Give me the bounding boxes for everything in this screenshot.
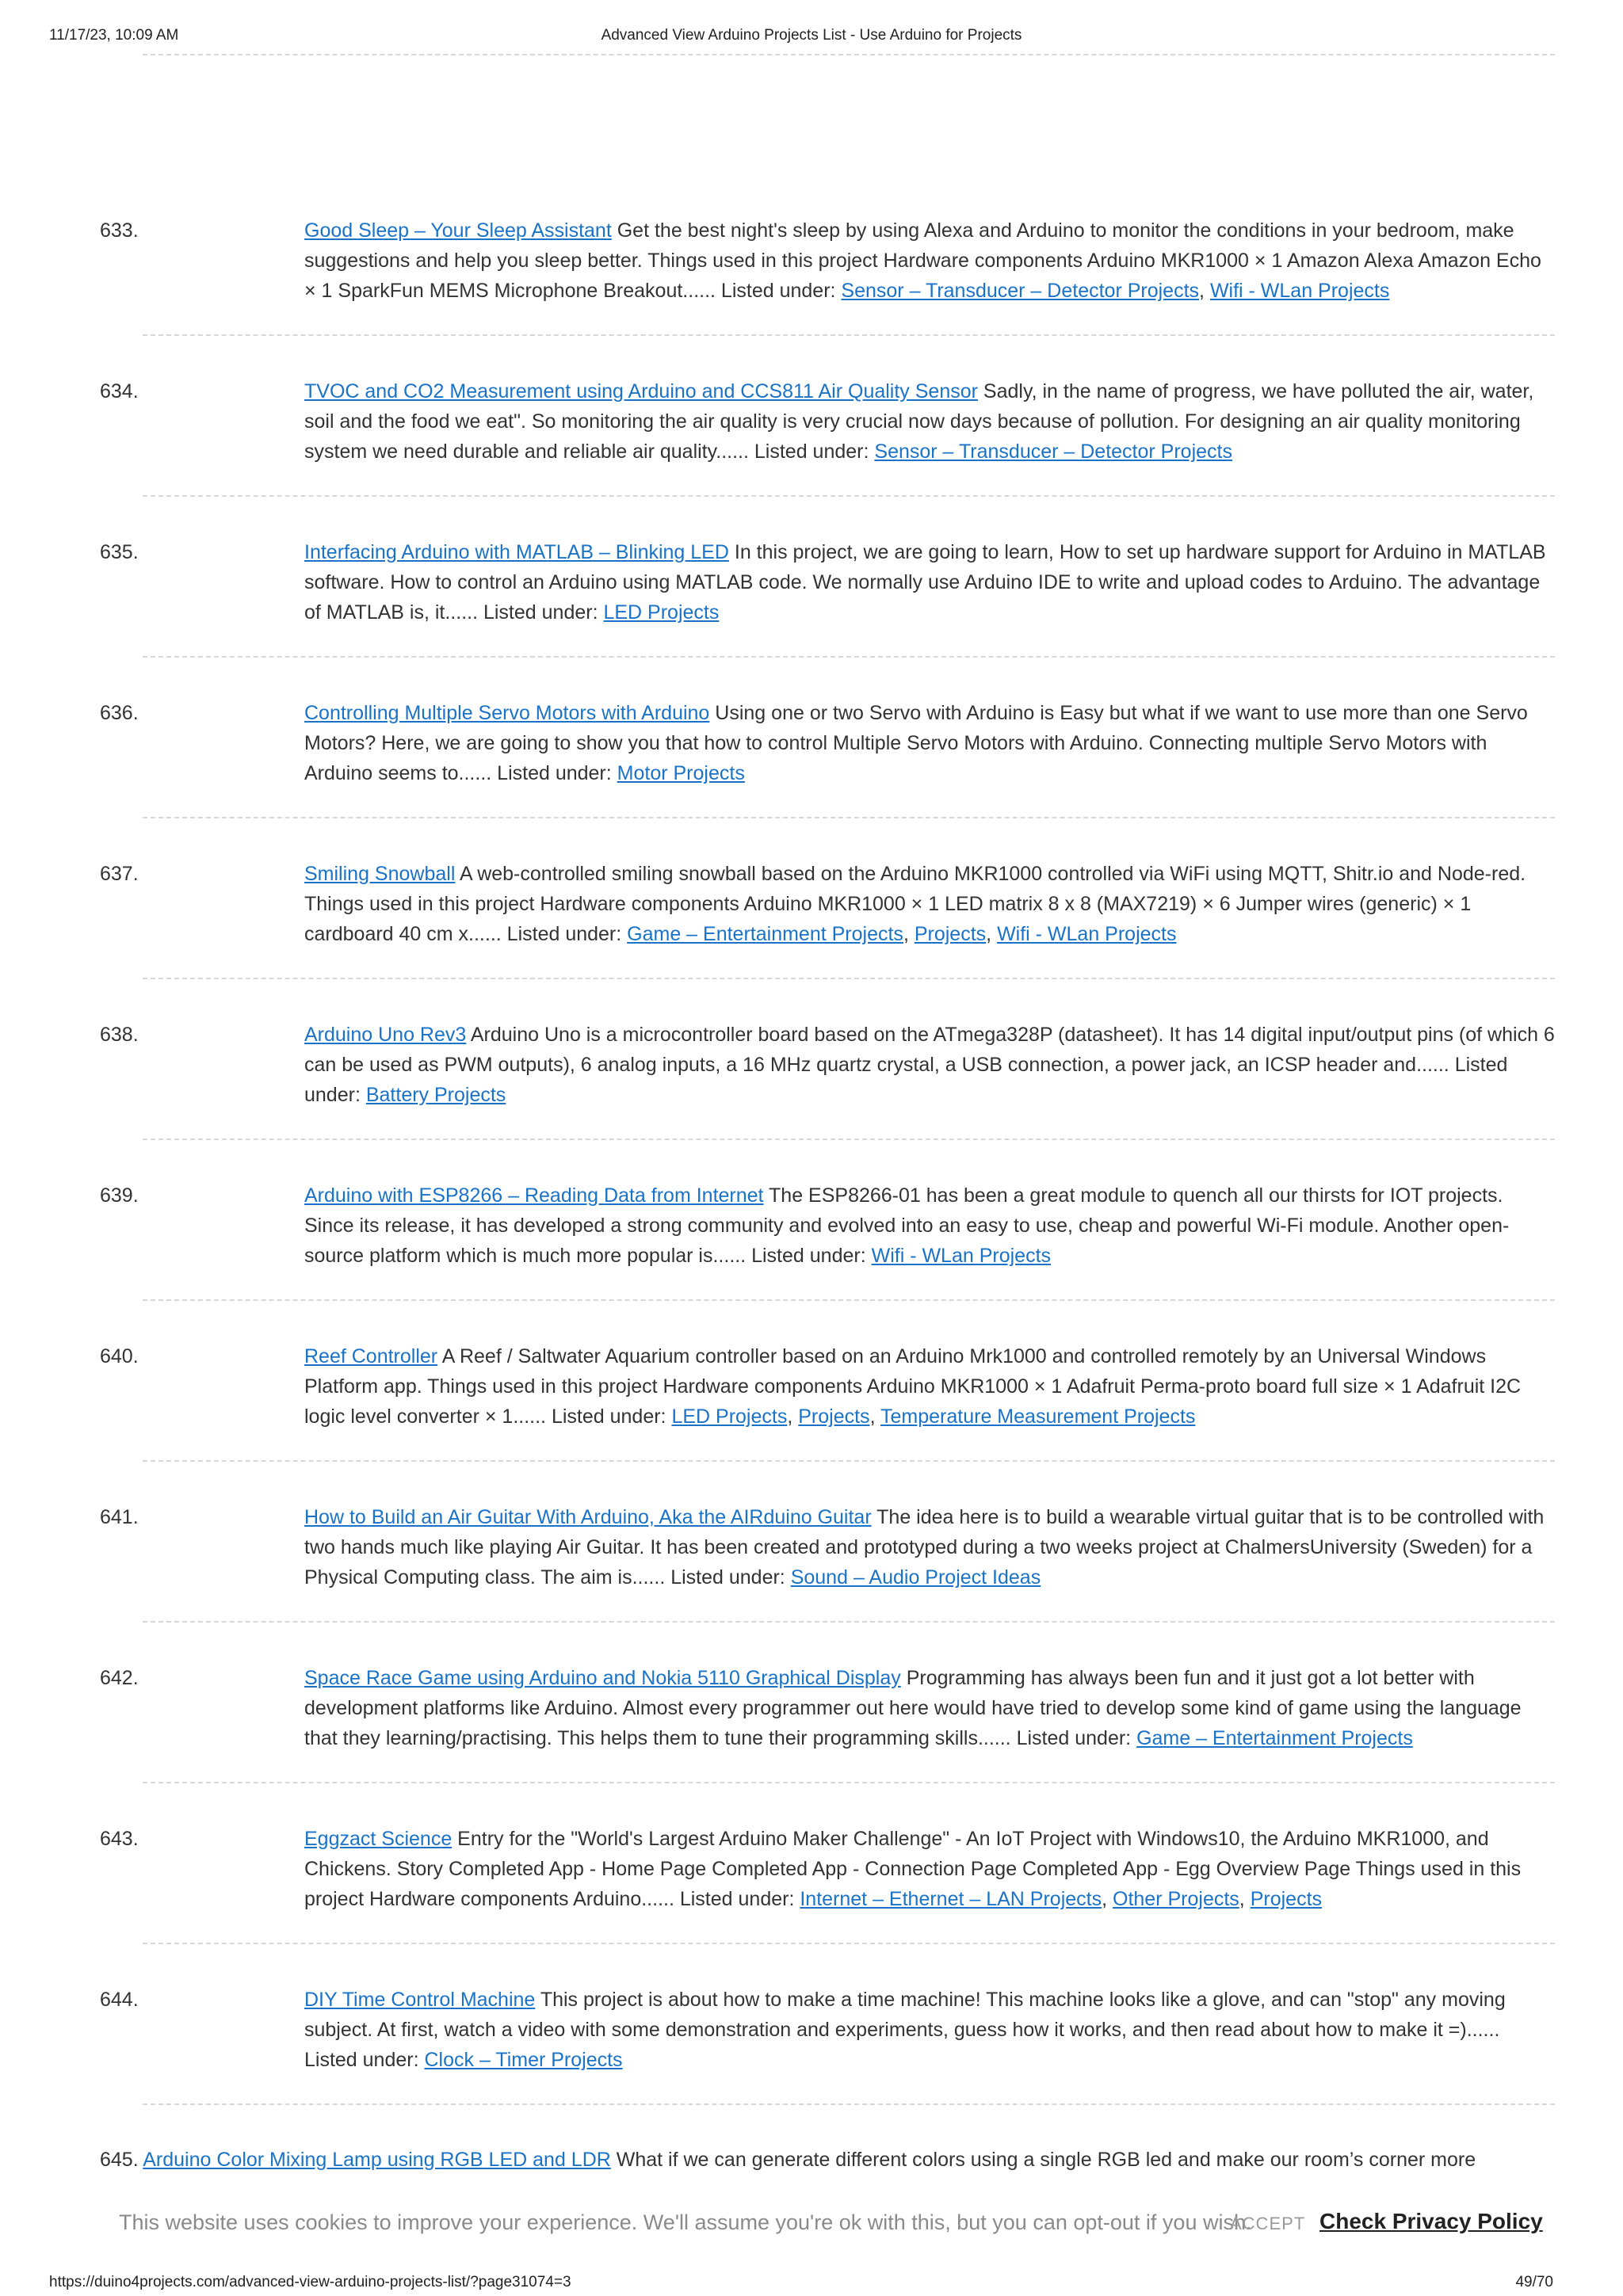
entry-number: 635. [100, 541, 139, 563]
entry-divider [143, 1138, 1555, 1140]
entry-title-link[interactable]: Good Sleep – Your Sleep Assistant [304, 219, 612, 242]
entry-divider [143, 1460, 1555, 1462]
category-link[interactable]: Internet – Ethernet – LAN Projects [800, 1888, 1102, 1910]
cookie-consent-bar [0, 2204, 1623, 2244]
page-number: 49/70 [1515, 2274, 1553, 2290]
entry-body [304, 537, 1556, 627]
category-link[interactable]: Projects [1250, 1888, 1323, 1910]
entry-description: This project is about how to make a time machine! This machine looks like a glove, and can "stop" any moving subject. At first, watch a video with some demonstration and experiments, guess how it works, and then read about how to make it =)...... Listed under: [304, 1989, 1506, 2071]
project-entry [0, 696, 1623, 857]
category-link[interactable]: Wifi - WLan Projects [997, 923, 1177, 945]
category-link[interactable]: Clock – Timer Projects [424, 2049, 623, 2071]
entry-number: 637. [100, 863, 139, 885]
entry-description: The ESP8266-01 has been a great module to quench all our thirsts for IOT projects. Since its release, it has developed a strong community and evolved into an easy to use, cheap and powerful Wi-Fi module. Another open-source platform which is much more popular is...... Listed under: [304, 1184, 1510, 1267]
entry-description: Arduino Uno is a microcontroller board based on the ATmega328P (datasheet). It has 14 digital input/output pins (of which 6 can be used as PWM outputs), 6 analog inputs, a 16 MHz quartz crystal, a USB connection, a power jack, an ICSP header and...... Listed under: [304, 1024, 1555, 1106]
entry-title-link[interactable]: Controlling Multiple Servo Motors with Arduino [304, 702, 710, 724]
project-entry [0, 214, 1623, 375]
entry-description: In this project, we are going to learn, How to set up hardware support for Arduino in MATLAB software. How to control an Arduino using MATLAB code. We normally use Arduino IDE to write and upload codes to Arduino. The advantage of MATLAB is, it...... Listed under: [304, 541, 1546, 624]
project-entry [0, 1661, 1623, 1822]
category-link[interactable]: Wifi - WLan Projects [871, 1245, 1052, 1267]
entry-title-link[interactable]: TVOC and CO2 Measurement using Arduino and CCS811 Air Quality Sensor [304, 380, 978, 402]
entry-body: Reef Controller A Reef / Saltwater Aquarium controller based on an Arduino Mrk1000 and controlled remotely by an Universal Windows Platform app. Things used in this project Hardware components Arduino MKR1000 × 1 Adafruit Perma-proto board full size × 1 Adafruit I2C logic level converter × 1...... Listed under: LED Projects, Projects, Temperature Measurement Projects [304, 1345, 1522, 1428]
entry-number: 640. [100, 1345, 139, 1367]
entry-divider [143, 334, 1555, 336]
entry-title-link[interactable]: How to Build an Air Guitar With Arduino, Aka the AIRduino Guitar [304, 1506, 872, 1528]
category-link[interactable]: Projects [914, 923, 987, 945]
category-link[interactable]: Motor Projects [617, 762, 745, 784]
category-link[interactable]: Battery Projects [365, 1084, 506, 1106]
project-entry [0, 1340, 1623, 1501]
project-entry [0, 1179, 1623, 1340]
entry-title-link[interactable]: Eggzact Science [304, 1828, 453, 1850]
project-entry [0, 1501, 1623, 1661]
print-url: https://duino4projects.com/advanced-view-arduino-projects-list/?page31074=3 [49, 2274, 571, 2290]
entry-divider [143, 656, 1555, 658]
entry-title-link[interactable]: Arduino Uno Rev3 [304, 1024, 467, 1046]
entry-body [304, 698, 1556, 788]
category-link[interactable]: Projects [798, 1405, 870, 1428]
project-entry-partial [100, 2145, 1555, 2176]
top-divider [143, 54, 1555, 55]
entry-divider [143, 1943, 1555, 1944]
entry-description: Sadly, in the name of progress, we have polluted the air, water, soil and the food we eat". So monitoring the air quality is very crucial now days because of pollution. For designing an air quality monitoring system we need durable and reliable air quality...... Listed under: [304, 380, 1534, 463]
entry-body [304, 1663, 1556, 1753]
project-entry [0, 1983, 1623, 2144]
entry-number: 644. [100, 1989, 139, 2011]
entry-description: Get the best night's sleep by using Alexa and Arduino to monitor the conditions in your bedroom, make suggestions and help you sleep better. Things used in this project Hardware components Arduino MKR1000 × 1 Amazon Alexa Amazon Echo × 1 SparkFun MEMS Microphone Breakout...... Listed under: [304, 219, 1541, 302]
project-entry [0, 375, 1623, 536]
project-entry [0, 536, 1623, 696]
entry-description: Programming has always been fun and it just got a lot better with development platforms like Arduino. Almost every programmer out here would have tried to develop some kind of game using the language that they learning/practising. This helps them to tune their programming skills...... Listed under: [304, 1667, 1522, 1749]
print-footer [0, 2274, 1623, 2294]
entry-description: What if we can generate different colors using a single RGB led and make our room’s corner more [616, 2149, 1476, 2171]
entry-number: 642. [100, 1667, 139, 1689]
entry-body: Eggzact Science Entry for the "World's Largest Arduino Maker Challenge" - An IoT Project with Windows10, the Arduino MKR1000, and Chickens. Story Completed App - Home Page Completed App - Connection Page Completed App - Egg Overview Page Things used in this project Hardware components Arduino...... Listed under: Internet – Ethernet – LAN Projects, Other Projects, Projects [304, 1828, 1522, 1910]
print-title: Advanced View Arduino Projects List - Use Arduino for Projects [601, 27, 1022, 44]
entry-divider [143, 1299, 1555, 1301]
cookie-message: This website uses cookies to improve your experience. We'll assume you're ok with this, but you can opt-out if you wish. [119, 2210, 1252, 2234]
entry-number: 638. [100, 1024, 139, 1046]
entry-divider [143, 1621, 1555, 1623]
entry-description: Entry for the "World's Largest Arduino Maker Challenge" - An IoT Project with Windows10, the Arduino MKR1000, and Chickens. Story Completed App - Home Page Completed App - Connection Page Completed App - Egg Overview Page Things used in this project Hardware components Arduino...... Listed under: [304, 1828, 1522, 1910]
entry-divider [143, 817, 1555, 818]
category-link[interactable]: Game – Entertainment Projects [1136, 1727, 1413, 1749]
entry-body [304, 1180, 1556, 1271]
category-link[interactable]: Sound – Audio Project Ideas [790, 1566, 1041, 1589]
entry-title-link[interactable]: Arduino Color Mixing Lamp using RGB LED and LDR [143, 2149, 611, 2171]
entry-title-link[interactable]: Arduino with ESP8266 – Reading Data from Internet [304, 1184, 764, 1207]
entry-number: 643. [100, 1828, 139, 1850]
entry-body [304, 1985, 1556, 2075]
entry-divider [143, 978, 1555, 979]
entry-description: A Reef / Saltwater Aquarium controller based on an Arduino Mrk1000 and controlled remotely by an Universal Windows Platform app. Things used in this project Hardware components Arduino MKR1000 × 1 Adafruit Perma-proto board full size × 1 Adafruit I2C logic level converter × 1...... Listed under: [304, 1345, 1522, 1428]
entry-description: A web-controlled smiling snowball based on the Arduino MKR1000 controlled via WiFi using MQTT, Shitr.io and Node-red. Things used in this project Hardware components Arduino MKR1000 × 1 LED matrix 8 x 8 (MAX7219) × 6 Jumper wires (generic) × 1 cardboard 40 cm x...... Listed under: [304, 863, 1526, 945]
entry-divider [143, 2103, 1555, 2105]
project-entry [0, 1822, 1623, 1983]
entry-number: 636. [100, 702, 139, 724]
entry-body: Good Sleep – Your Sleep Assistant Get the best night's sleep by using Alexa and Arduino to monitor the conditions in your bedroom, make suggestions and help you sleep better. Things used in this project Hardware components Arduino MKR1000 × 1 Amazon Alexa Amazon Echo × 1 SparkFun MEMS Microphone Breakout...... Listed under: Sensor – Transducer – Detector Projects, Wifi - WLan Projects [304, 219, 1541, 302]
entry-number: 641. [100, 1506, 139, 1528]
category-link[interactable]: Wifi - WLan Projects [1209, 280, 1390, 302]
entry-title-link[interactable]: Smiling Snowball [304, 863, 456, 885]
entry-body [304, 376, 1556, 467]
print-date: 11/17/23, 10:09 AM [49, 27, 179, 44]
category-link[interactable]: Temperature Measurement Projects [880, 1405, 1196, 1428]
project-entry [0, 857, 1623, 1018]
entry-number: 634. [100, 380, 139, 402]
entry-number: 633. [100, 219, 139, 242]
privacy-policy-link[interactable]: Check Privacy Policy [1319, 2209, 1543, 2233]
category-link[interactable]: LED Projects [603, 601, 720, 624]
category-link[interactable]: Sensor – Transducer – Detector Projects [841, 280, 1200, 302]
entry-description: Using one or two Servo with Arduino is Easy but what if we want to use more than one Servo Motors? Here, we are going to show you that how to control Multiple Servo Motors with Arduino. Connecting multiple Servo Motors with Arduino seems to...... Listed under: [304, 702, 1528, 784]
category-link[interactable]: Other Projects [1113, 1888, 1239, 1910]
entry-title-link[interactable]: Space Race Game using Arduino and Nokia 5110 Graphical Display [304, 1667, 901, 1689]
entry-body [304, 1502, 1556, 1592]
entry-title-link[interactable]: DIY Time Control Machine [304, 1989, 536, 2011]
project-list [0, 214, 1623, 2144]
category-link[interactable]: LED Projects [671, 1405, 788, 1428]
entry-title-link[interactable]: Interfacing Arduino with MATLAB – Blinking LED [304, 541, 729, 563]
category-link[interactable]: Game – Entertainment Projects [627, 923, 903, 945]
project-entry [0, 1018, 1623, 1179]
print-header [0, 27, 1623, 51]
entry-body: Smiling Snowball A web-controlled smiling snowball based on the Arduino MKR1000 controlled via WiFi using MQTT, Shitr.io and Node-red. Things used in this project Hardware components Arduino MKR1000 × 1 LED matrix 8 x 8 (MAX7219) × 6 Jumper wires (generic) × 1 cardboard 40 cm x...... Listed under: Game – Entertainment Projects, Projects, Wifi - WLan Projects [304, 863, 1526, 945]
entry-title-link[interactable]: Reef Controller [304, 1345, 438, 1367]
entry-description: The idea here is to build a wearable virtual guitar that is to be controlled with two hands much like playing Air Guitar. It has been created and prototyped during a two weeks project at ChalmersUniversity (Sweden) for a Physical Computing class. The aim is...... Listed under: [304, 1506, 1545, 1589]
entry-number: 639. [100, 1184, 139, 1207]
category-link[interactable]: Sensor – Transducer – Detector Projects [874, 441, 1232, 463]
entry-divider [143, 495, 1555, 497]
entry-number: 645. [100, 2149, 139, 2171]
entry-divider [143, 1782, 1555, 1783]
accept-cookies-button[interactable]: ACCEPT [1230, 2214, 1306, 2233]
entry-body [304, 1020, 1556, 1110]
